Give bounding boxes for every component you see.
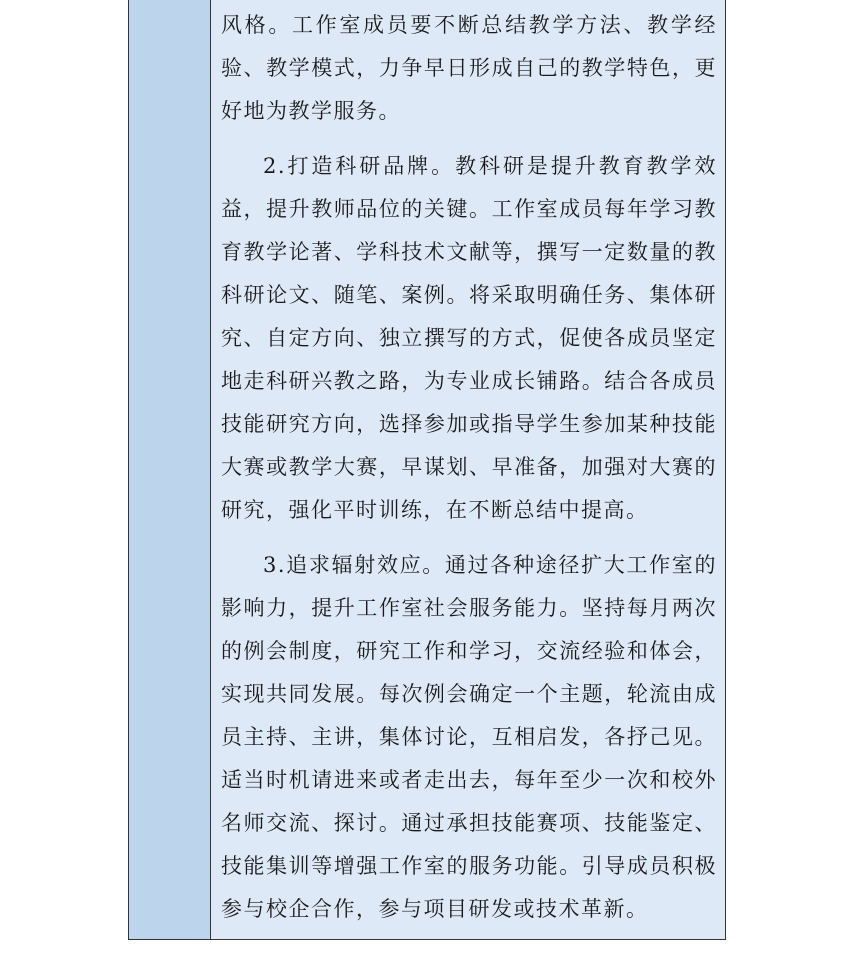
content-table [128, 0, 726, 940]
paragraph-teaching-style: 风格。工作室成员要不断总结教学方法、教学经验、教学模式，力争早日形成自己的教学特色，更好地为教学服务。 [221, 13, 717, 123]
paragraph-radiation-effect: 3.追求辐射效应。通过各种途径扩大工作室的影响力，提升工作室社会服务能力。坚持每月两次的例会制度，研究工作和学习，交流经验和体会，实现共同发展。每次例会确定一个主题，轮流由成员主持、主讲，集体讨论，互相启发，各抒己见。适当时机请进来或者走出去，每年至少一次和校外名师交流、探讨。通过承担技能赛项、技能鉴定、技能集训等增强工作室的服务功能。引导成员积极参与校企合作，参与项目研发或技术革新。 [221, 553, 717, 921]
table-content-cell [211, 0, 725, 939]
table-label-cell [129, 0, 211, 939]
paragraph-research-brand: 2.打造科研品牌。教科研是提升教育教学效益，提升教师品位的关键。工作室成员每年学习教育教学论著、学科技术文献等，撰写一定数量的教科研论文、随笔、案例。将采取明确任务、集体研究、自定方向、独立撰写的方式，促使各成员坚定地走科研兴教之路，为专业成长铺路。结合各成员技能研究方向，选择参加或指导学生参加某种技能大赛或教学大赛，早谋划、早准备，加强对大赛的研究，强化平时训练，在不断总结中提高。 [221, 154, 717, 522]
